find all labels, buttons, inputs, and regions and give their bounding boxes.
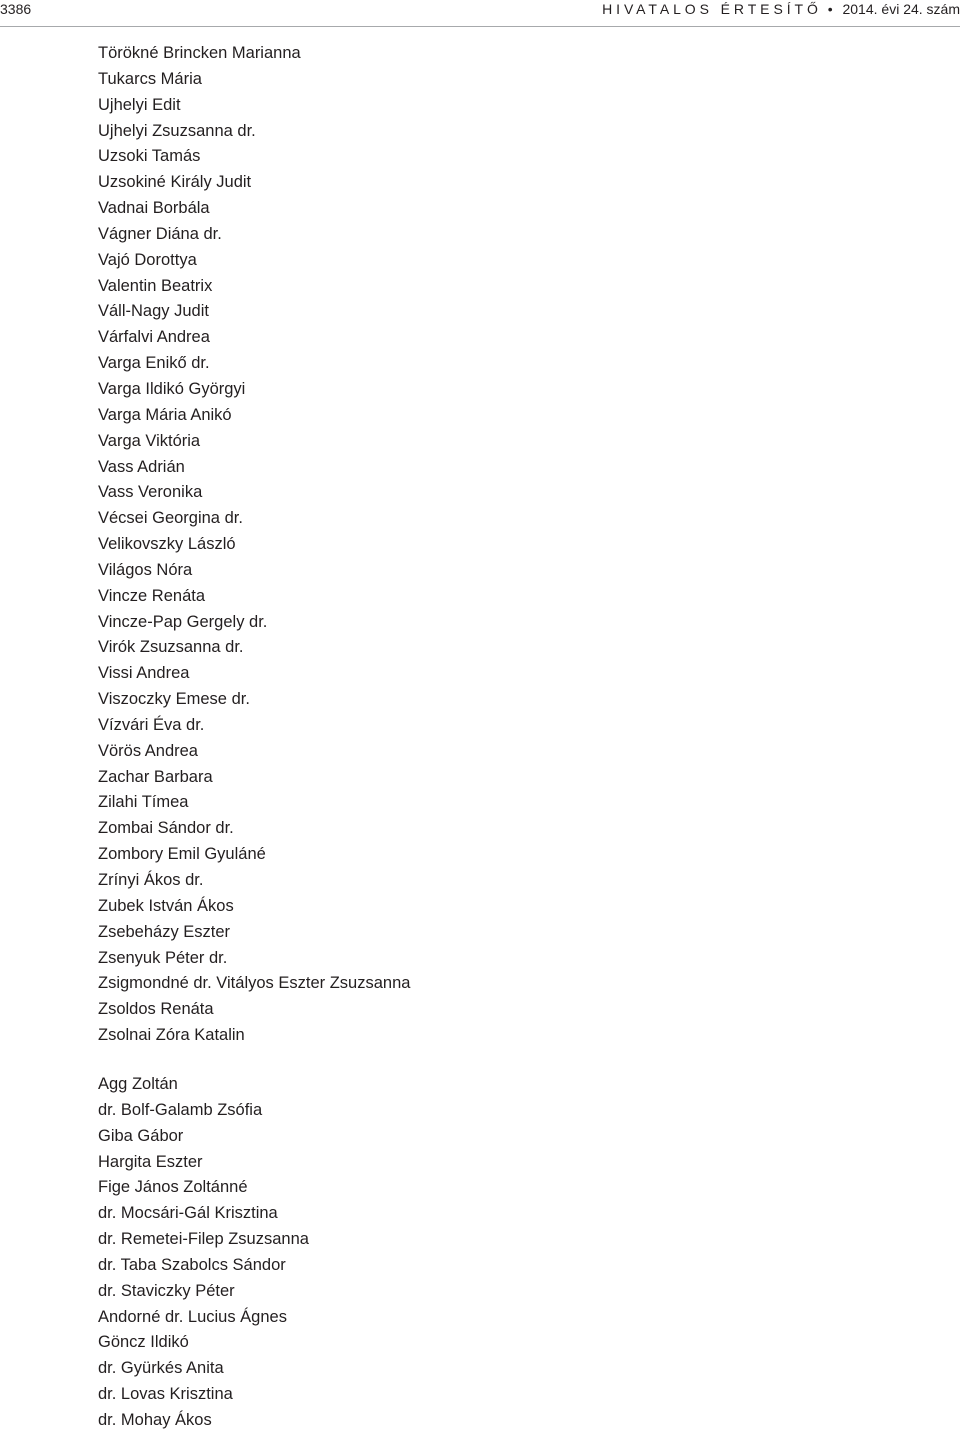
name-entry: Vágner Diána dr. [98,224,222,243]
name-entry: Várfalvi Andrea [98,328,210,347]
name-entry: Zsoldos Renáta [98,1000,214,1019]
name-entry: Törökné Brincken Marianna [98,44,301,62]
name-entry: Vajó Dorottya [98,250,197,269]
name-entry: Varga Ildikó Györgyi [98,379,246,398]
name-entry: Ujhelyi Edit [98,95,181,114]
name-entry: dr. Lovas Krisztina [98,1385,233,1404]
name-entry: Velikovszky László [98,535,236,554]
name-entry: Zubek István Ákos [98,896,234,915]
name-entry: Zsebeházy Eszter [98,922,231,941]
name-entry: Varga Viktória [98,431,201,450]
name-entry: Varga Enikő dr. [98,354,210,373]
name-entry: Vass Veronika [98,483,203,502]
journal-name: HIVATALOS ÉRTESÍTŐ [602,1,822,17]
name-entry: Uzsoki Tamás [98,147,201,166]
running-title [602,0,960,18]
name-entry: Agg Zoltán [98,1075,178,1093]
name-entry: Viszoczky Emese dr. [98,690,250,709]
name-entry: Zrínyi Ákos dr. [98,871,204,889]
name-entry: dr. Bolf-Galamb Zsófia [98,1100,263,1119]
name-entry: Tukarcs Mária [98,69,202,88]
bullet-separator: • [827,1,833,17]
name-entry: Vincze-Pap Gergely dr. [98,612,268,631]
name-entry: Vízvári Éva dr. [98,715,205,734]
issue-number: 2014. évi 24. szám [842,1,960,17]
name-entry: Zsigmondné dr. Vitályos Eszter Zsuzsanna [98,974,411,993]
page-number: 3386 [0,1,32,17]
name-entry: Andorné dr. Lucius Ágnes [98,1307,287,1326]
name-entry: dr. Taba Szabolcs Sándor [98,1255,286,1274]
name-entry: Virók Zsuzsanna dr. [98,638,244,657]
name-entry: Váll-Nagy Judit [98,302,209,321]
name-entry: Zsolnai Zóra Katalin [98,1026,245,1045]
name-entry: Vissi Andrea [98,664,190,683]
name-entry: Giba Gábor [98,1126,184,1145]
page-header [0,0,960,27]
name-entry: dr. Staviczky Péter [98,1281,235,1300]
name-entry: Valentin Beatrix [98,276,213,295]
name-list-1 [98,41,410,1049]
name-entry: Vincze Renáta [98,586,206,605]
name-entry: Zombai Sándor dr. [98,819,234,838]
name-entry: dr. Mohay Ákos [98,1410,212,1429]
name-entry: Fige János Zoltánné [98,1178,248,1197]
name-entry: Világos Nóra [98,560,193,579]
name-entry: Vécsei Georgina dr. [98,509,243,528]
name-entry: dr. Remetei-Filep Zsuzsanna [98,1230,309,1249]
name-entry: Hargita Eszter [98,1152,203,1171]
name-entry: Uzsokiné Király Judit [98,173,252,192]
name-list-2 [98,1072,309,1434]
name-entry: dr. Mocsári-Gál Krisztina [98,1204,278,1223]
name-entry: Ujhelyi Zsuzsanna dr. [98,121,256,140]
name-entry: Zombory Emil Gyuláné [98,845,266,864]
name-entry: Zachar Barbara [98,767,213,786]
name-entry: Zilahi Tímea [98,793,189,812]
name-entry: Göncz Ildikó [98,1333,189,1352]
name-entry: Vörös Andrea [98,741,198,760]
name-entry: Vass Adrián [98,457,185,476]
name-entry: Varga Mária Anikó [98,405,232,424]
name-entry: Zsenyuk Péter dr. [98,948,228,967]
name-entry: Vadnai Borbála [98,199,210,218]
name-entry: dr. Gyürkés Anita [98,1359,224,1378]
